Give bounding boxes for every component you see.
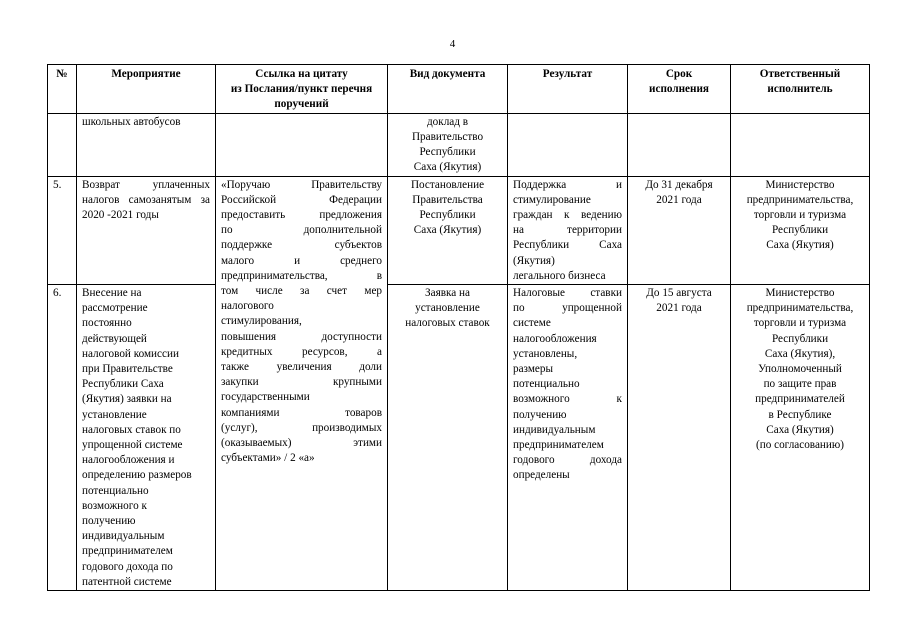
header-responsible: Ответственный исполнитель [731,65,870,114]
table-row-5 [48,176,870,284]
cont-term-cell [628,113,731,176]
header-num: № [48,65,77,114]
table-row-continued [48,113,870,176]
cont-event-cell: школьных автобусов [77,113,216,176]
page-number: 4 [449,38,456,50]
row5-doc-type: Постановление Правительства Республики Саха (Якутия) [388,176,508,284]
header-result: Результат [508,65,628,114]
cont-result-cell [508,113,628,176]
measures-table [47,64,870,591]
header-term: Срок исполнения [628,65,731,114]
header-link: Ссылка на цитату из Послания/пункт перечня поручений [216,65,388,114]
row6-responsible: Министерство предпринимательства, торговли и туризма Республики Саха (Якутия), Уполномоченный по защите прав предпринимателей в Республике Саха (Якутия) (по согласованию) [731,285,870,591]
cont-responsible-cell [731,113,870,176]
table-row-6 [48,285,870,591]
cont-num-cell [48,113,77,176]
shared-link-cell: «Поручаю Правительству Российской Федерации предоставить предложения по дополнительной поддержке субъектов малого и среднего предпринимательства, в том числе за счет мер налогового стимулирования, повышения доступности кредитных ресурсов, а также увеличения доли закупки крупными государственными компаниями товаров (услуг), производимых (оказываемых) этими субъектами» / 2 «а» [216,176,388,590]
row5-result: Поддержка и стимулирование граждан к ведению на территории Республики Саха (Якутия) легального бизнеса [508,176,628,284]
row6-result: Налоговые ставки по упрощенной системе налогообложения установлены, размеры потенциально возможного к получению индивидуальным предпринимателем годового дохода определены [508,285,628,591]
row5-term: До 31 декабря 2021 года [628,176,731,284]
header-doc-type: Вид документа [388,65,508,114]
row6-doc-type: Заявка на установление налоговых ставок [388,285,508,591]
row5-responsible: Министерство предпринимательства, торговли и туризма Республики Саха (Якутия) [731,176,870,284]
cont-link-cell [216,113,388,176]
header-event: Мероприятие [77,65,216,114]
row5-num: 5. [48,176,77,284]
row6-term: До 15 августа 2021 года [628,285,731,591]
cont-doc-type-cell: доклад в Правительство Республики Саха (Якутия) [388,113,508,176]
row6-num: 6. [48,285,77,591]
row5-event: Возврат уплаченных налогов самозанятым за 2020 -2021 годы [77,176,216,284]
row6-event: Внесение на рассмотрение постоянно действующей налоговой комиссии при Правительстве Республики Саха (Якутия) заявки на установление налоговых ставок по упрощенной системе налогообложения и определению размеров потенциально возможного к получению индивидуальным предпринимателем годового дохода по патентной системе [77,285,216,591]
header-row [48,65,870,114]
